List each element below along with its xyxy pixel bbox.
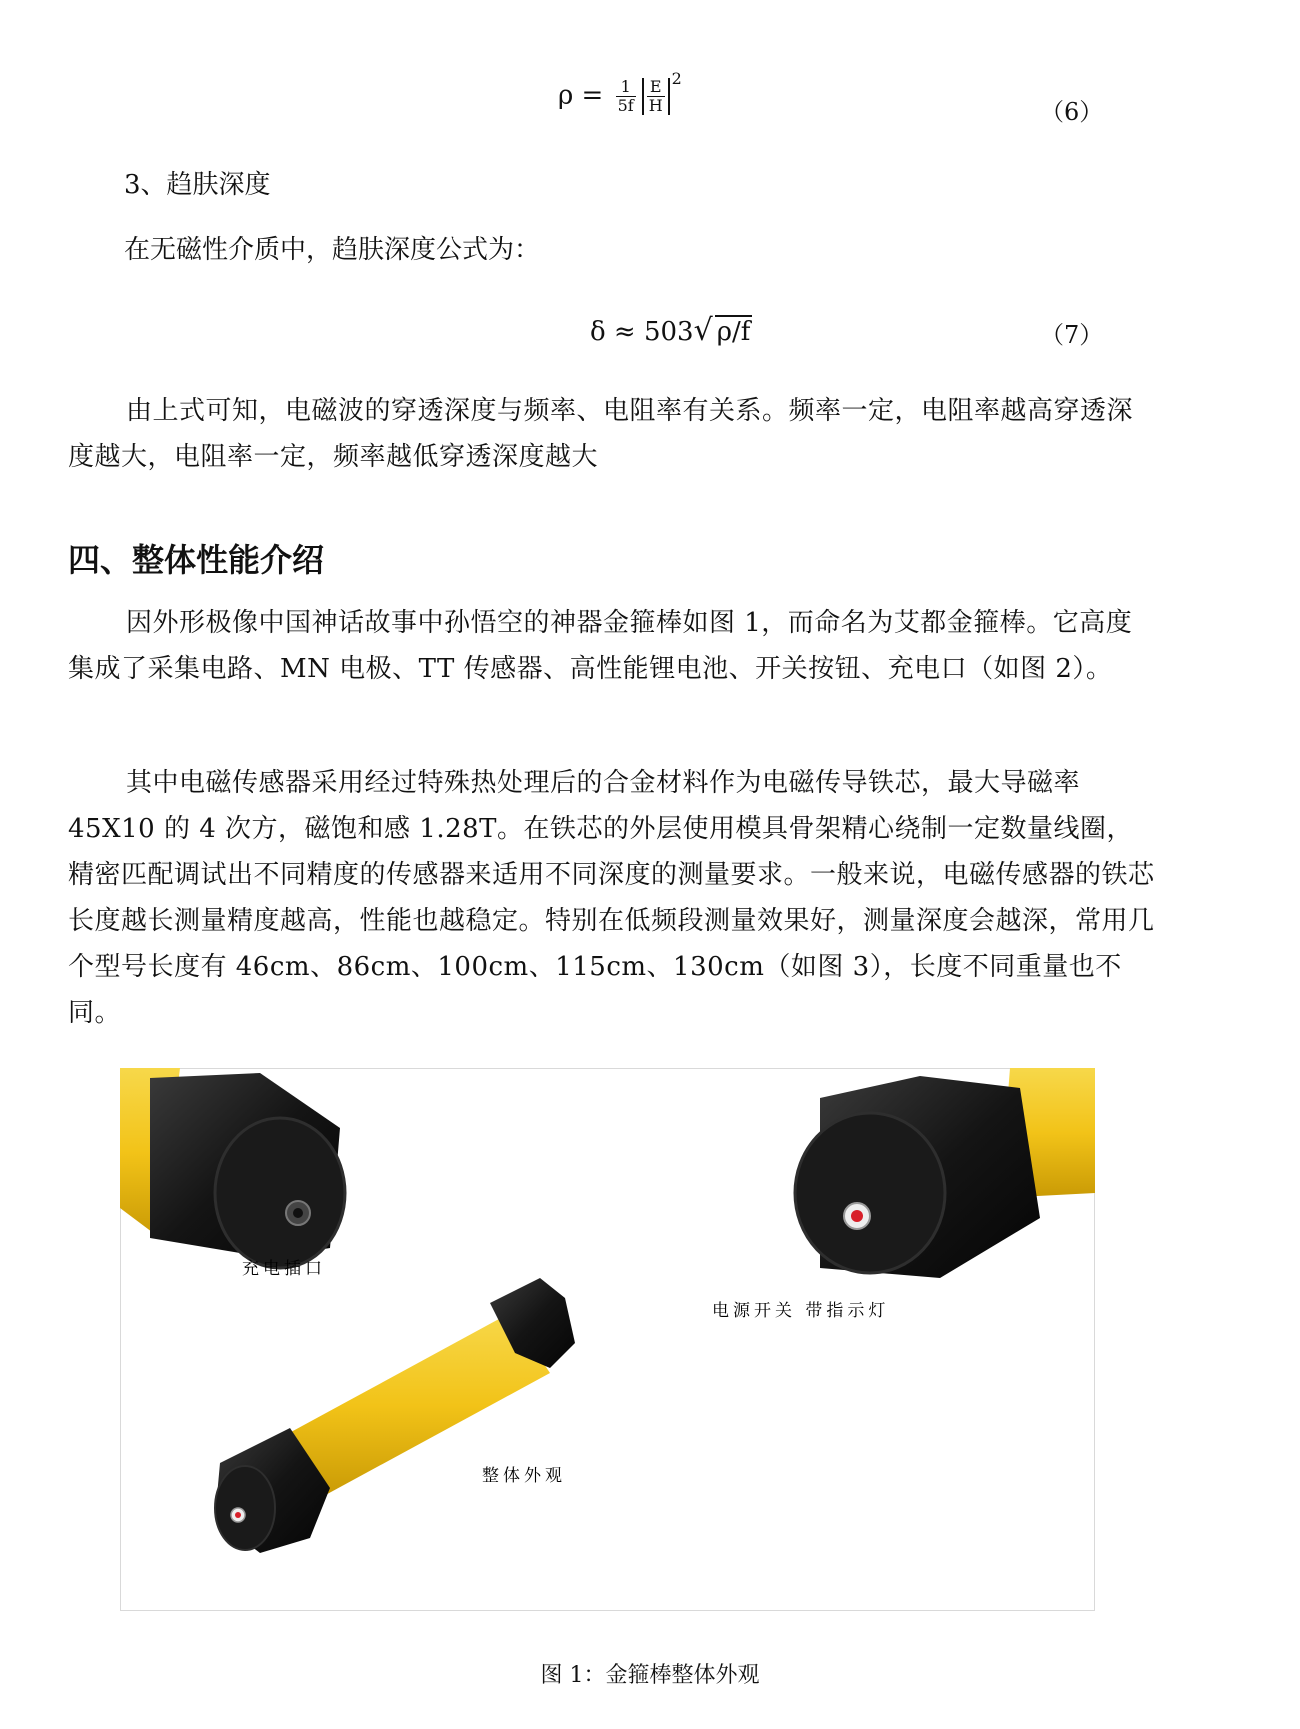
paragraph-penetration: 由上式可知，电磁波的穿透深度与频率、电阻率有关系。频率一定，电阻率越高穿透深度越大，电阻率一定，频率越低穿透深度越大 bbox=[68, 396, 1134, 472]
equation-6-exponent: 2 bbox=[671, 68, 682, 88]
equation-7 bbox=[590, 313, 752, 348]
equation-6-abs: $\frac{E}{H}$ bbox=[642, 78, 670, 115]
figure-1 bbox=[120, 1068, 1095, 1611]
indicator-light-icon bbox=[851, 1210, 863, 1222]
figure-1-caption: 图 1：金箍棒整体外观 bbox=[540, 1663, 760, 1688]
label-charge: 充电插口 bbox=[242, 1259, 326, 1279]
equation-7-lhs: δ ≈ 503 bbox=[590, 317, 694, 347]
section-3-intro: 在无磁性介质中，趋肤深度公式为： bbox=[124, 235, 541, 265]
end-cap-face-right bbox=[795, 1113, 945, 1273]
label-power: 电源开关 带指示灯 bbox=[712, 1301, 890, 1321]
equation-7-radicand: ρ/f bbox=[716, 317, 751, 347]
equation-6 bbox=[558, 68, 682, 115]
rod-bottom-face bbox=[215, 1466, 275, 1550]
paragraph-intro: 因外形极像中国神话故事中孙悟空的神器金箍棒如图 1，而命名为艾都金箍棒。它高度集成了采集电路、MN 电极、TT 传感器、高性能锂电池、开关按钮、充电口（如图 2）。 bbox=[68, 608, 1133, 684]
equation-6-lhs: ρ = bbox=[558, 80, 604, 111]
equation-6-number: （6） bbox=[1040, 98, 1104, 126]
paragraph-sensor: 其中电磁传感器采用经过特殊热处理后的合金材料作为电磁传导铁芯，最大导磁率 45X10 的 4 次方，磁饱和感 1.28T。在铁芯的外层使用模具骨架精心绕制一定数量线圈，精密匹配调试出不同精度的传感器来适用不同深度的测量要求。一般来说，电磁传感器的铁芯长度越长测量精度越高，性能也越稳定。特别在低频段测量效果好，测量深度会越深，常用几个型号长度有 46cm、86cm、100cm、115cm、130cm（如图 3），长度不同重量也不同。 bbox=[68, 768, 1155, 1028]
section-3-title: 3、趋肤深度 bbox=[124, 170, 271, 200]
section-4-heading: 四、整体性能介绍 bbox=[68, 541, 325, 579]
figure-1-illustration bbox=[120, 1068, 1095, 1611]
equation-7-number: （7） bbox=[1040, 321, 1104, 349]
end-cap-face-left bbox=[215, 1118, 345, 1268]
label-overall: 整体外观 bbox=[482, 1466, 566, 1486]
equation-6-fraction: $\frac{1}{5f}$ bbox=[617, 77, 634, 115]
sqrt-icon: √ bbox=[693, 313, 713, 348]
